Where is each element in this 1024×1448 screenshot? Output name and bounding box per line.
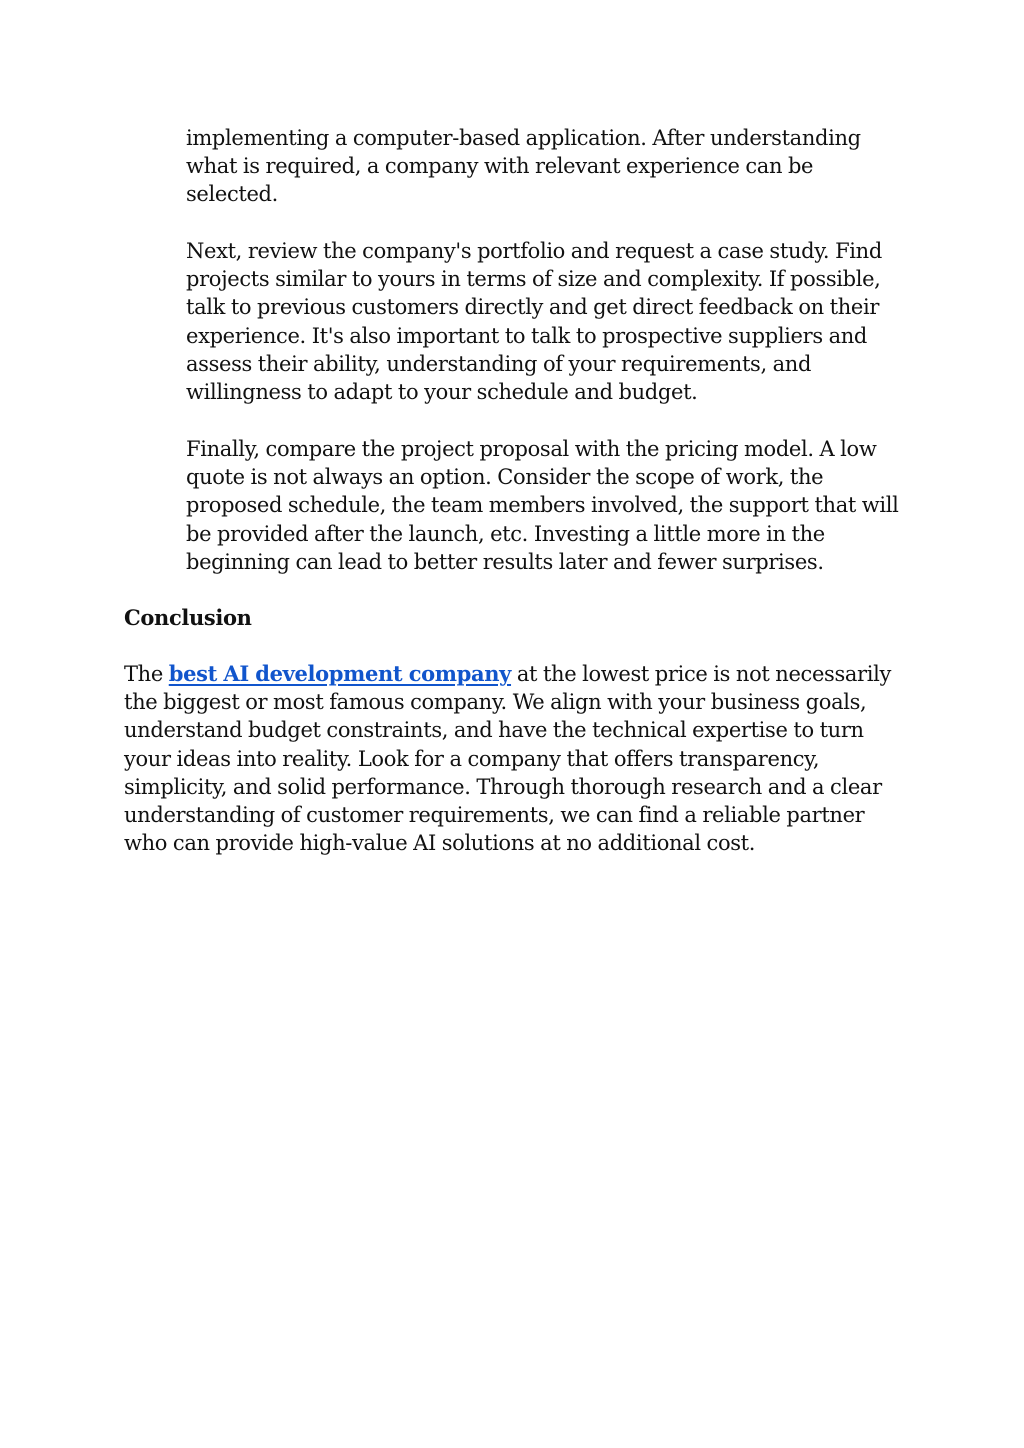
text-line: projects similar to yours in terms of size and complexity. If possible, — [186, 267, 881, 292]
best-ai-development-company-link[interactable]: best AI development company — [168, 661, 512, 686]
section-heading — [124, 604, 904, 632]
text-run: The — [124, 662, 169, 686]
text-line: who can provide high-value AI solutions at no additional cost. — [124, 831, 756, 856]
text-line: understanding of customer requirements, we can find a reliable partner — [124, 803, 865, 828]
text-line: what is required, a company with relevant experience can be — [186, 154, 814, 179]
text-line: proposed schedule, the team members involved, the support that will — [186, 493, 899, 518]
text-line: assess their ability, understanding of your requirements, and — [186, 351, 812, 376]
text-line: experience. It's also important to talk to prospective suppliers and — [186, 323, 868, 348]
conclusion-heading: Conclusion — [124, 605, 252, 630]
text-line-with-link — [124, 660, 904, 688]
text-line: talk to previous customers directly and get direct feedback on their — [186, 295, 880, 320]
paragraph-pricing-comparison — [186, 435, 906, 576]
text-line: your ideas into reality. Look for a company that offers transparency, — [124, 746, 820, 771]
text-line: Next, review the company's portfolio and request a case study. Find — [186, 239, 882, 263]
text-line: selected. — [186, 182, 278, 207]
text-line: understand budget constraints, and have the technical expertise to turn — [124, 718, 864, 743]
text-line: simplicity, and solid performance. Through thorough research and a clear — [124, 774, 882, 799]
paragraph-requirements-continued — [186, 124, 906, 209]
text-line: implementing a computer-based application. After understanding — [186, 126, 861, 150]
text-line: be provided after the launch, etc. Investing a little more in the — [186, 521, 825, 546]
paragraph-conclusion — [124, 660, 904, 857]
text-line: quote is not always an option. Consider the scope of work, the — [186, 465, 824, 490]
text-line: beginning can lead to better results later and fewer surprises. — [186, 549, 824, 574]
text-line: Finally, compare the project proposal with the pricing model. A low — [186, 437, 877, 461]
text-run: at the lowest price is not necessarily — [511, 662, 891, 686]
text-line: willingness to adapt to your schedule and budget. — [186, 380, 698, 405]
text-line: the biggest or most famous company. We align with your business goals, — [124, 690, 867, 715]
paragraph-portfolio-review — [186, 237, 906, 406]
